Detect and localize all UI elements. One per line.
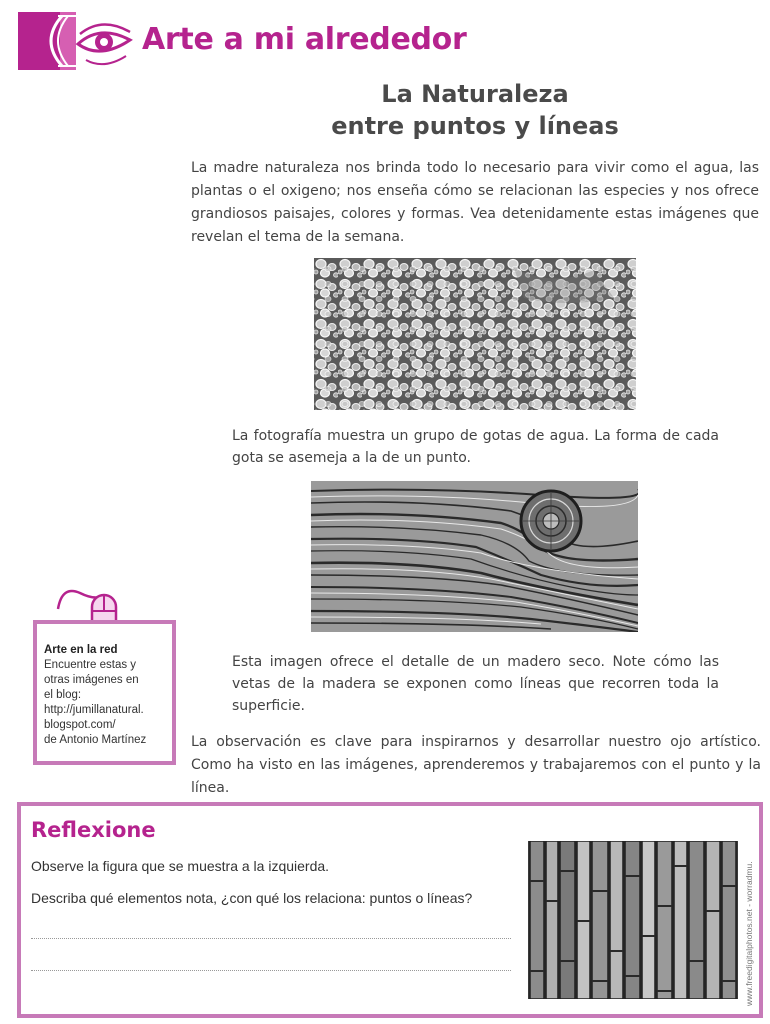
web-resources-line: de Antonio Martínez xyxy=(44,734,147,746)
blog-link-line[interactable]: http://jumillanatural. xyxy=(44,704,144,716)
article-title-line1: La Naturaleza xyxy=(381,80,569,108)
web-resources-line: Encuentre estas y xyxy=(44,659,137,671)
reflection-question-1: Observe la figura que se muestra a la izquierda. xyxy=(31,858,330,874)
article-title xyxy=(300,78,650,142)
blog-link-line[interactable]: blogspot.com/ xyxy=(44,719,116,731)
water-drops-photo xyxy=(314,258,636,410)
photo-credit-text: www.freedigitalphotos.net - worradmu. xyxy=(744,861,754,1006)
reflection-title: Reflexione xyxy=(31,818,156,842)
eye-logo-icon xyxy=(18,12,134,70)
answer-line[interactable] xyxy=(31,970,511,971)
photo-credit xyxy=(744,830,758,1006)
article-title-line2: entre puntos y líneas xyxy=(331,112,619,140)
intro-paragraph: La madre naturaleza nos brinda todo lo necesario para vivir como el agua, las plantas o el oxigeno; nos enseña cómo se relacionan las especies y nos ofrece grandiosos paisajes, colores y formas. Vea detenidamente estas imágenes que revelan el tema de la semana. xyxy=(191,160,759,245)
web-resources-line: el blog: xyxy=(44,689,82,701)
web-resources-title: Arte en la red xyxy=(44,644,118,656)
section-brand-title: Arte a mi alrededor xyxy=(142,22,467,57)
web-resources-text xyxy=(44,643,174,748)
answer-line[interactable] xyxy=(31,938,511,939)
web-resources-line: otras imágenes en xyxy=(44,674,139,686)
wood-grain-photo xyxy=(311,481,638,632)
reflection-question-2: Describa qué elementos nota, ¿con qué los relaciona: puntos o líneas? xyxy=(31,890,473,906)
wood-caption: Esta imagen ofrece el detalle de un madero seco. Note cómo las vetas de la madera se exponen como líneas que recorren toda la superficie. xyxy=(232,654,719,714)
bamboo-photo xyxy=(528,841,738,999)
drops-caption: La fotografía muestra un grupo de gotas de agua. La forma de cada gota se asemeja a la de un punto. xyxy=(232,428,719,466)
closing-paragraph: La observación es clave para inspirarnos y desarrollar nuestro ojo artístico. Como ha visto en las imágenes, aprenderemos y trabajaremos con el punto y la línea. xyxy=(191,734,761,796)
